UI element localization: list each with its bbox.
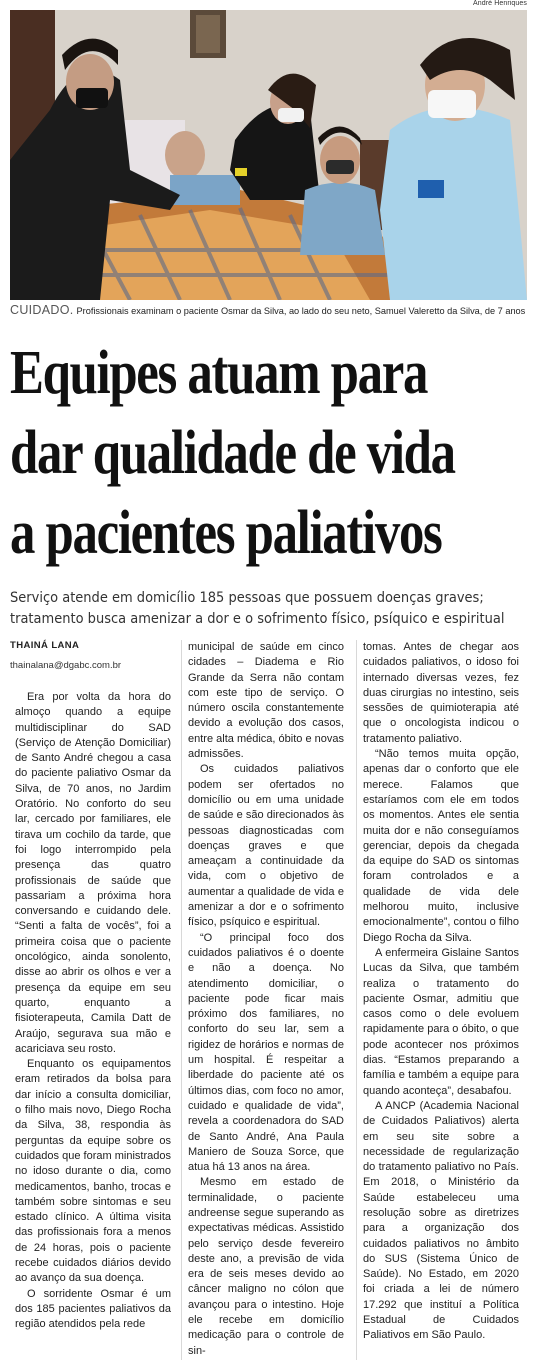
article-column-1 xyxy=(15,690,171,1332)
article-column-3 xyxy=(363,640,519,1344)
author-email: thainalana@dgabc.com.br xyxy=(10,660,122,671)
headline-line: dar qualidade de vida xyxy=(10,419,455,487)
photo-image xyxy=(10,10,527,300)
photo-caption xyxy=(10,303,530,317)
column-divider xyxy=(181,640,182,1360)
headline-line: a pacientes paliativos xyxy=(10,499,442,567)
paragraph: A enfermeira Gislaine Santos Lucas da Silva, que também realiza o tratamento do paciente Osmar, admitiu que casos como o dele evoluem rapidamente para o óbito, o que pode acontecer nos próximos dias. “Estamos preparando a família e também a equipe para quando aconteça”, desabafou. xyxy=(363,946,519,1097)
headline-line: Equipes atuam para xyxy=(10,339,428,407)
author-name: THAINÁ LANA xyxy=(10,640,80,651)
paragraph: municipal de saúde em cinco cidades – Diadema e Rio Grande da Serra não contam com este tipo de serviço. O número oscila constantemente devido a evolução dos casos, entre alta médica, óbito e novas admissões. xyxy=(188,641,344,761)
paragraph: O sorridente Osmar é um dos 185 pacientes paliativos da região atendidos pela rede xyxy=(15,1287,171,1331)
paragraph: Enquanto os equipamentos eram retirados da bolsa para dar início a consulta domiciliar, o filho mais novo, Diego Rocha da Silva, 38, respondia às perguntas da equipe sobre os cuidados que foram ministrados no idoso durante o dia, como medicamentos, banho, trocas e também sobre sintomas e seu estado clínico. A última visita das profissionais fora a menos de 24 horas, pois o paciente recebe cuidados diários devido ao avanço da sua doença. xyxy=(15,1058,171,1285)
paragraph: A ANCP (Academia Nacional de Cuidados Paliativos) alerta em seu site sobre a necessidade de regularização do tratamento paliativo no País. Em 2018, o Ministério da Saúde estabeleceu uma resolução sobre as diretrizes para a organização dos cuidados paliativos no âmbito do SUS (Sistema Único de Saúde). No Estado, em 2020 foi criada a lei de número 17.292 que instituí a Política Estadual de Cuidados Paliativos em São Paulo. xyxy=(363,1099,519,1342)
headline xyxy=(10,333,455,573)
subheadline xyxy=(10,588,505,630)
caption-text: Profissionais examinam o paciente Osmar da Silva, ao lado do seu neto, Samuel Valeretto da Silva, de 7 anos xyxy=(76,306,526,316)
caption-kicker: CUIDADO. xyxy=(10,303,74,317)
article-column-2 xyxy=(188,640,344,1359)
paragraph: Mesmo em estado de terminalidade, o paciente andreense segue superando as expectativas médicas. Assistido pelo serviço desde fevereiro deste ano, a previsão de vida era de seis meses devido ao câncer maligno no cólon que avançou para o intestino. Hoje ele recebe em domicílio medicação para o controle de sin- xyxy=(188,1176,344,1357)
photo-credit: André Henriques xyxy=(472,0,527,7)
paragraph: “O principal foco dos cuidados paliativos é o doente e não a doença. No atendimento domiciliar, o paciente pode ficar mais próximo dos familiares, no conforto do seu lar, sem a rigidez de horários e normas de um hospital. É respeitar a liberdade do paciente até os últimos dias, com foco no amor, cuidado e qualidade de vida”, revela a coordenadora do SAD de Santo André, Ana Paula Maniero de Souza Sorce, que atua há 13 anos na área. xyxy=(188,931,344,1174)
paragraph: Era por volta da hora do almoço quando a equipe multidisciplinar do SAD (Serviço de Atenção Domiciliar) de Santo André chegou a casa do paciente paliativo Osmar da Silva, de 70 anos, no Jardim Oratório. No conforto do seu lar, cercado por familiares, ele tirava um cochilo da tarde, que foi logo interrompido pela presença das quatro profissionais de saúde que passariam a próxima hora conversando e cuidando dele. “Senti a falta de vocês”, foi a primeira coisa que o paciente oncológico, ainda sonolento, disse ao abrir os olhos e ver a presença da equipe em seu quarto, enquanto a fisioterapeuta, Camila Datt de Araújo, segurava sua mão e acariciava seu rosto. xyxy=(15,691,171,1055)
paragraph: tomas. Antes de chegar aos cuidados paliativos, o idoso foi internado diversas vezes, fez duas cirurgias no intestino, seis sessões de quimioterapia até que o oncologista indicou o tratamento paliativo. xyxy=(363,641,519,745)
paragraph: Os cuidados paliativos podem ser ofertados no domicílio ou em uma unidade de saúde e são direcionados às pessoas diagnosticadas com doenças graves e que ameaçam a continuidade da vida, com o objetivo de aumentar a qualidade de vida e amenizar a dor e o sofrimento físico, psíquico e espiritual. xyxy=(188,763,344,929)
column-divider xyxy=(356,640,357,1360)
subheadline-line: Serviço atende em domicílio 185 pessoas que possuem doenças graves; xyxy=(10,590,484,606)
paragraph: “Não temos muita opção, apenas dar o conforto que ele merece. Falamos que estaríamos com ele em todos os momentos. Antes ele sentia muita dor e não conseguíamos gerenciar, depois da chegada da equipe do SAD os sintomas foram controlados e a qualidade de vida dele melhorou muito, inclusive emocionalmente”, contou o filho Diego Rocha da Silva. xyxy=(363,748,519,944)
subheadline-line: tratamento busca amenizar a dor e o sofrimento físico, psíquico e espiritual xyxy=(10,611,505,627)
news-photo xyxy=(10,10,527,300)
